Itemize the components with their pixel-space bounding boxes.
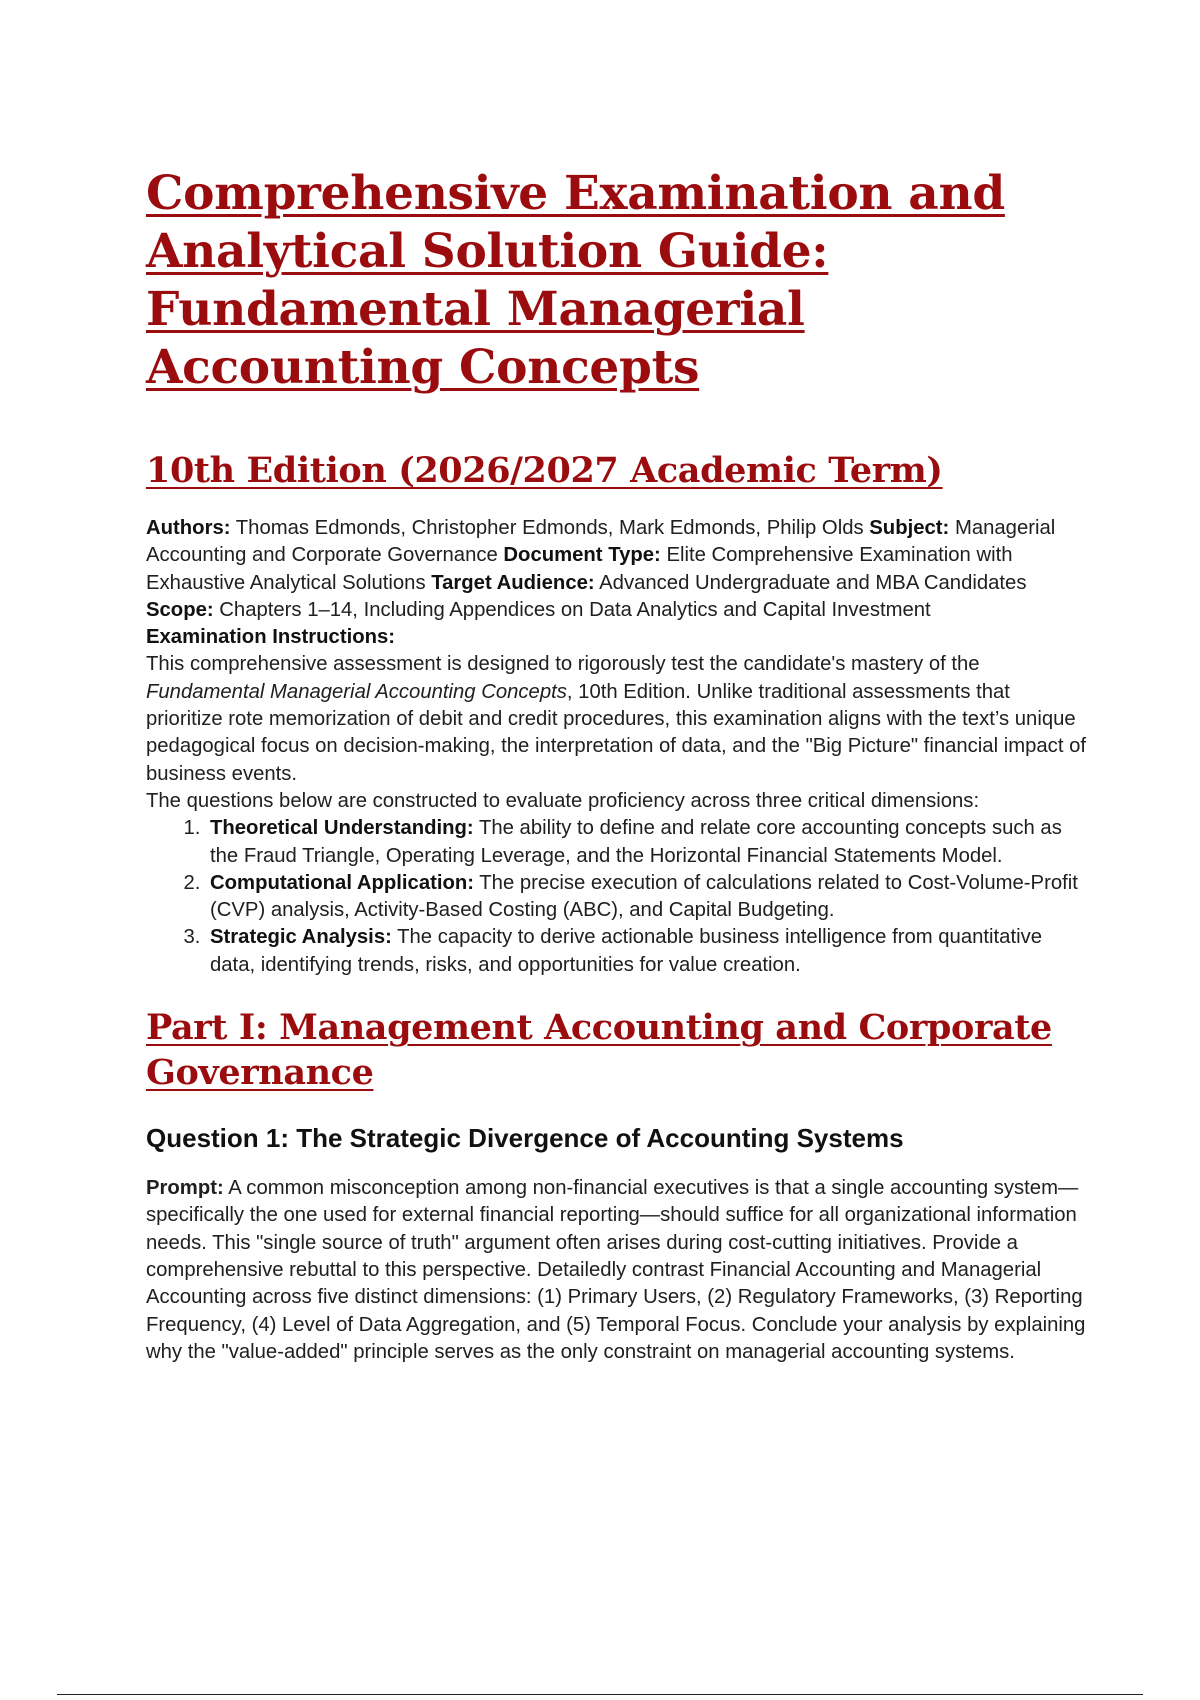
document-metadata (146, 515, 1086, 979)
edition-heading: 10th Edition (2026/2027 Academic Term) (146, 450, 943, 491)
document-title: Comprehensive Examination and Analytical Solution Guide: Fundamental Managerial Accounting Concepts (146, 166, 1005, 395)
subject-label: Subject: (869, 517, 950, 539)
book-title-italic: Fundamental Managerial Accounting Concepts (146, 680, 567, 703)
dimension-label: Strategic Analysis: (210, 926, 392, 949)
instructions-heading: Examination Instructions: (146, 626, 396, 649)
audience-value: Advanced Undergraduate and MBA Candidates (599, 571, 1027, 594)
authors-value: Thomas Edmonds, Christopher Edmonds, Mark Edmonds, Philip Olds (235, 517, 864, 539)
prompt-paragraph (146, 1175, 1086, 1366)
instructions-text-b: , 10th Edition. Unlike traditional assessments that prioritize rote memorization of debit and credit procedures, this examination aligns with the text’s unique pedagogical focus on decision-making, the interpretation of data, and the "Big Picture" financial impact of business events. (146, 680, 1087, 785)
dimensions-list (146, 815, 1086, 979)
list-item (206, 924, 1086, 979)
metadata-paragraph (146, 515, 1086, 624)
scope-label: Scope: (146, 598, 214, 621)
prompt-label: Prompt: (146, 1177, 224, 1200)
doctype-value: Elite Comprehensive Examination with Exhaustive Analytical Solutions (146, 544, 1013, 594)
dimension-text: The ability to define and relate core accounting concepts such as the Fraud Triangle, Operating Leverage, and the Horizontal Financial Statements Model. (210, 817, 1062, 867)
doctype-label: Document Type: (503, 544, 661, 567)
scope-value: Chapters 1–14, Including Appendices on Data Analytics and Capital Investment (219, 598, 931, 621)
part-heading: Part I: Management Accounting and Corporate Governance (146, 1007, 1052, 1094)
question-prompt (146, 1175, 1086, 1366)
dimension-label: Theoretical Understanding: (210, 817, 474, 840)
prompt-text: A common misconception among non-financial executives is that a single accounting system—specifically the one used for external financial reporting—should suffice for all organizational information needs. This "single source of truth" argument often arises during cost-cutting initiatives. Provide a comprehensive rebuttal to this perspective. Detailedly contrast Financial Accounting and Managerial Accounting across five distinct dimensions: (1) Primary Users, (2) Regulatory Frameworks, (3) Reporting Frequency, (4) Level of Data Aggregation, and (5) Temporal Focus. Conclude your analysis by explaining why the "value-added" principle serves as the only constraint on managerial accounting systems. (146, 1177, 1086, 1363)
dimension-text: The capacity to derive actionable business intelligence from quantitative data, identifying trends, risks, and opportunities for value creation. (210, 926, 1043, 976)
question-heading: Question 1: The Strategic Divergence of Accounting Systems (146, 1123, 904, 1154)
instructions-text-a: This comprehensive assessment is designed to rigorously test the candidate's mastery of the (146, 653, 980, 676)
dimensions-intro: The questions below are constructed to evaluate proficiency across three critical dimensions: (146, 789, 980, 812)
dimension-label: Computational Application: (210, 871, 475, 894)
audience-label: Target Audience: (431, 571, 595, 594)
footer-divider (57, 1694, 1143, 1695)
list-item (206, 870, 1086, 925)
list-item (206, 815, 1086, 870)
document-page (146, 165, 1086, 1366)
dimension-text: The precise execution of calculations related to Cost-Volume-Profit (CVP) analysis, Activity-Based Costing (ABC), and Capital Budgeting. (210, 871, 1078, 922)
instructions-paragraph (146, 651, 1086, 787)
subject-value: Managerial Accounting and Corporate Governance (146, 517, 1056, 567)
authors-label: Authors: (146, 517, 231, 539)
